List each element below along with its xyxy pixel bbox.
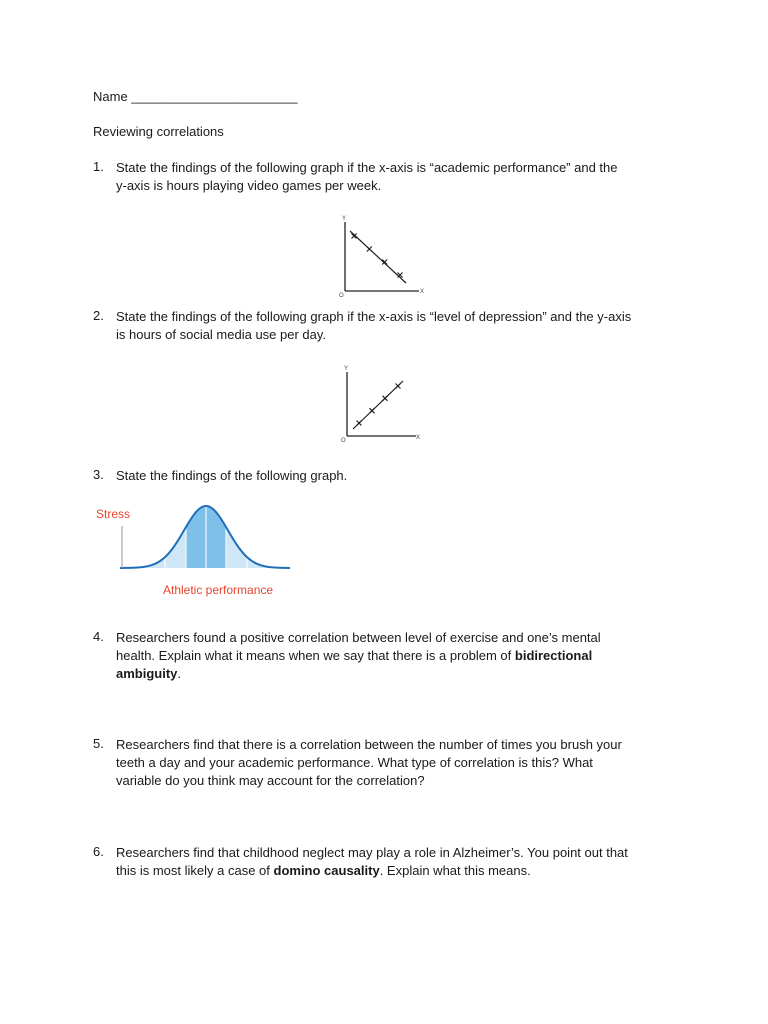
- origin-label: O: [341, 438, 346, 444]
- origin-label: O: [339, 293, 344, 299]
- data-point-mark: [370, 408, 375, 413]
- question-number: 5.: [93, 736, 104, 751]
- term-bidirectional-ambiguity: ambiguity: [116, 666, 178, 681]
- trend-line: [350, 231, 406, 283]
- graph-inverted-u: [90, 496, 300, 602]
- question-text: State the findings of the following graph if the x-axis is “level of depression” and the y-axis is hours of social media use per day.: [116, 309, 632, 342]
- graph-negative-correlation: [333, 212, 433, 300]
- term-domino-causality: domino causality: [273, 863, 380, 878]
- data-point-mark: [367, 247, 372, 252]
- x-axis-label: X: [420, 289, 425, 295]
- question-text: Researchers found a positive correlation between level of exercise and one’s mental health. Explain what it means when we say that there is a problem of bidirectional ambiguity.: [116, 630, 601, 681]
- question-text: State the findings of the following graph.: [116, 468, 348, 483]
- question-number: 6.: [93, 844, 104, 859]
- question-text: State the findings of the following graph if the x-axis is “academic performance” and the y-axis is hours playing video games per week.: [116, 160, 618, 193]
- question-number: 2.: [93, 308, 104, 323]
- data-point-mark: [396, 384, 401, 389]
- x-axis-label: X: [416, 435, 421, 441]
- graph-positive-correlation: [336, 362, 431, 446]
- question-number: 1.: [93, 159, 104, 174]
- name-line: [93, 88, 298, 106]
- y-axis-label: Y: [344, 366, 349, 372]
- question-text: Researchers find that childhood neglect may play a role in Alzheimer’s. You point out that this is most likely a case of domino causality. Explain what this means.: [116, 845, 628, 878]
- question-text: Researchers find that there is a correlation between the number of times you brush your teeth a day and your academic performance. What type of correlation is this? What variable do you think may account for the correlation?: [116, 737, 622, 788]
- y-axis-label: Y: [342, 216, 347, 222]
- y-axis-label: Stress: [96, 507, 131, 521]
- name-label: Name: [93, 89, 128, 104]
- x-axis-label: Athletic performance: [163, 583, 274, 597]
- data-point-mark: [357, 421, 362, 426]
- name-blank[interactable]: _______________________: [131, 89, 298, 104]
- term-bidirectional-ambiguity: bidirectional: [514, 648, 593, 663]
- worksheet-title: Reviewing correlations: [93, 124, 224, 139]
- question-number: 4.: [93, 629, 104, 644]
- question-number: 3.: [93, 467, 104, 482]
- data-point-mark: [383, 396, 388, 401]
